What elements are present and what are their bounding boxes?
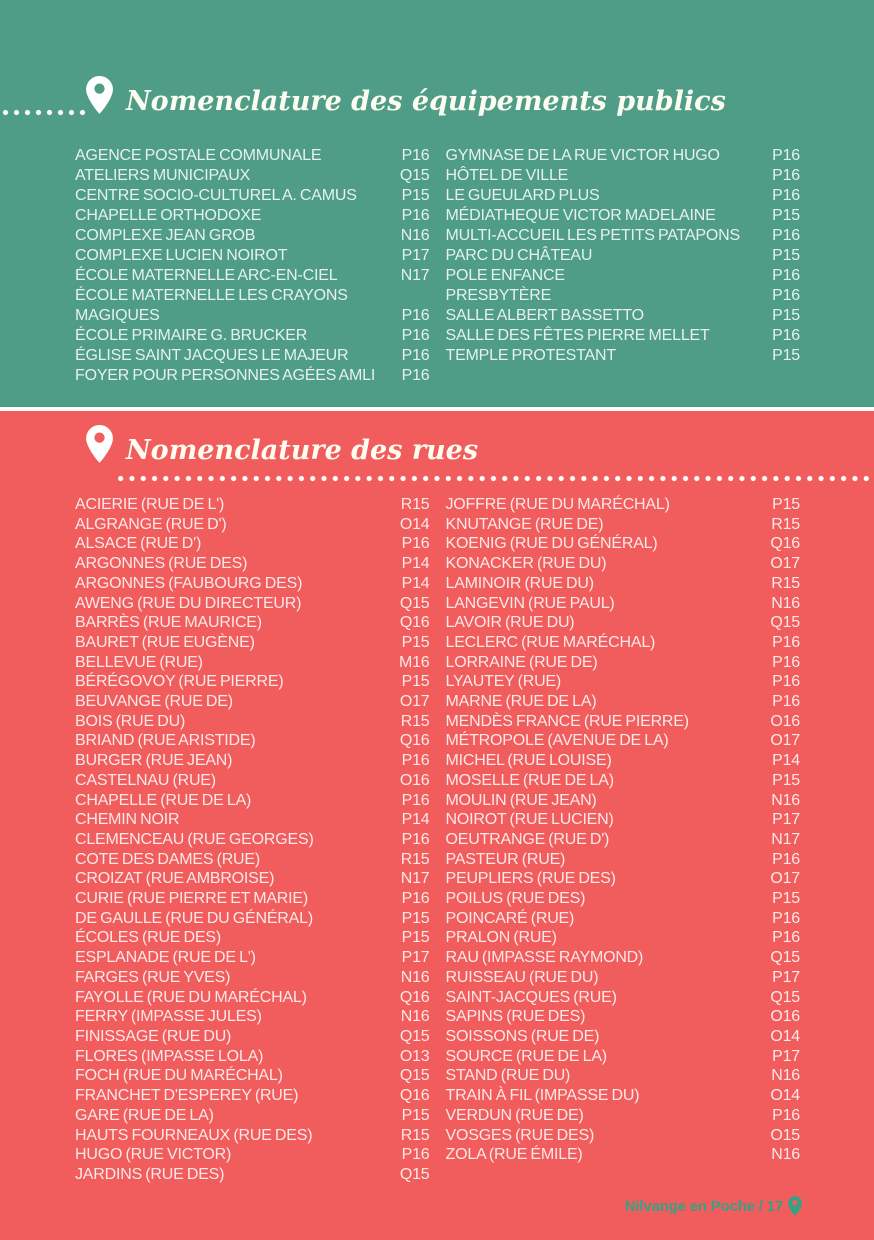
street-name: LAVOIR (RUE DU): [445, 614, 575, 632]
grid-reference: P15: [401, 909, 430, 927]
list-item: [75, 186, 430, 206]
street-name: CHEMIN NOIR: [75, 811, 180, 829]
list-item: [446, 166, 801, 186]
list-item: [75, 495, 430, 515]
street-name: TRAIN À FIL (IMPASSE DU): [445, 1087, 640, 1105]
street-name: CURIE (RUE PIERRE ET MARIE): [75, 890, 308, 908]
street-name: FERRY (IMPASSE JULES): [75, 1008, 262, 1026]
street-name: FLORES (IMPASSE LOLA): [75, 1047, 264, 1065]
list-item: [75, 692, 430, 712]
facility-name: HÔTEL DE VILLE: [445, 167, 569, 184]
street-name: ACIERIE (RUE DE L'): [75, 496, 225, 513]
grid-reference: P16: [772, 653, 800, 671]
list-item: [75, 613, 430, 633]
list-item: [75, 594, 430, 614]
grid-reference: O17: [770, 732, 800, 750]
street-name: MARNE (RUE DE LA): [445, 693, 597, 711]
street-name: RUISSEAU (RUE DU): [445, 968, 599, 986]
list-item: [75, 869, 430, 889]
facility-name: LE GUEULARD PLUS: [445, 187, 600, 204]
facility-name: PRESBYTÈRE: [445, 287, 552, 304]
list-item: [75, 909, 430, 929]
list-item: [446, 771, 801, 791]
list-item: [75, 810, 430, 830]
street-name: COTE DES DAMES (RUE): [75, 850, 261, 868]
list-item: [446, 731, 801, 751]
list-item: [446, 948, 801, 968]
grid-reference: N16: [771, 594, 800, 612]
grid-reference: P17: [401, 949, 430, 967]
street-name: OEUTRANGE (RUE D'): [445, 830, 610, 848]
list-item: [75, 206, 430, 226]
list-item: [446, 869, 801, 889]
street-name: ALSACE (RUE D'): [75, 535, 202, 553]
grid-reference: P14: [401, 574, 430, 592]
section-equipements-publics: [0, 0, 874, 407]
facility-name: AGENCE POSTALE COMMUNALE: [75, 147, 322, 164]
grid-reference: N16: [400, 1008, 430, 1026]
grid-reference: Q15: [399, 1027, 430, 1045]
list-item: [75, 1126, 430, 1146]
grid-reference: Q15: [399, 594, 430, 612]
list-item: [446, 889, 801, 909]
list-item: [446, 1066, 801, 1086]
list-item: [446, 613, 801, 633]
map-pin-icon: [86, 76, 113, 119]
list-item: [446, 1047, 801, 1067]
street-name: FOCH (RUE DU MARÉCHAL): [75, 1067, 283, 1085]
facility-name: COMPLEXE LUCIEN NOIROT: [75, 247, 288, 264]
list-item: [75, 534, 430, 554]
grid-reference: N17: [400, 267, 430, 284]
equipements-column-right: [446, 146, 801, 386]
list-item: [446, 226, 801, 246]
grid-reference: Q15: [770, 988, 800, 1006]
street-name: SAINT-JACQUES (RUE): [445, 988, 617, 1006]
street-name: PASTEUR (RUE): [445, 850, 566, 868]
grid-reference: P16: [772, 673, 800, 691]
grid-reference: N16: [771, 1067, 800, 1085]
grid-reference: P16: [401, 890, 430, 908]
street-name: CLEMENCEAU (RUE GEORGES): [75, 830, 314, 848]
street-name: SOISSONS (RUE DE): [445, 1027, 600, 1045]
list-item: [75, 226, 430, 246]
list-item: [446, 1086, 801, 1106]
list-item: [446, 594, 801, 614]
street-name: KNUTANGE (RUE DE): [445, 515, 604, 533]
street-name: LYAUTEY (RUE): [445, 673, 562, 691]
grid-reference: Q16: [399, 614, 430, 632]
grid-reference: P15: [401, 633, 430, 651]
grid-reference: N17: [771, 830, 800, 848]
street-name: ESPLANADE (RUE DE L'): [75, 949, 256, 967]
grid-reference: Q15: [399, 1165, 430, 1183]
facility-name: FOYER POUR PERSONNES AGÉES AMLI: [75, 367, 376, 384]
facility-name: PARC DU CHÂTEAU: [445, 247, 593, 264]
street-name: GARE (RUE DE LA): [75, 1106, 214, 1124]
grid-reference: P15: [772, 307, 800, 324]
list-item: [75, 850, 430, 870]
list-item: [446, 633, 801, 653]
street-name: KOENIG (RUE DU GÉNÉRAL): [445, 535, 658, 553]
list-item: [75, 246, 430, 266]
underline-dotted-line: [115, 475, 874, 482]
street-name: ALGRANGE (RUE D'): [75, 515, 227, 533]
grid-reference: Q15: [770, 614, 800, 632]
facility-name: CHAPELLE ORTHODOXE: [75, 207, 262, 224]
street-name: NOIROT (RUE LUCIEN): [445, 811, 614, 829]
street-name: LAMINOIR (RUE DU): [445, 574, 594, 592]
street-name: HAUTS FOURNEAUX (RUE DES): [75, 1126, 313, 1144]
grid-reference: R15: [400, 850, 430, 868]
list-item: [75, 574, 430, 594]
grid-reference: P16: [401, 367, 430, 384]
list-item: [446, 286, 801, 306]
list-item: [75, 751, 430, 771]
facility-name: TEMPLE PROTESTANT: [445, 347, 616, 364]
grid-reference: P16: [401, 347, 430, 364]
grid-reference: P16: [401, 207, 430, 224]
street-name: MOSELLE (RUE DE LA): [445, 771, 614, 789]
grid-reference: R15: [771, 515, 800, 533]
facility-name: ÉCOLE MATERNELLE LES CRAYONS MAGIQUES: [75, 287, 348, 324]
facility-name: MULTI-ACCUEIL LES PETITS PATAPONS: [445, 227, 740, 244]
grid-reference: N16: [400, 968, 430, 986]
grid-reference: O14: [399, 515, 430, 533]
facility-name: COMPLEXE JEAN GROB: [75, 227, 256, 244]
facility-name: SALLE DES FÊTES PIERRE MELLET: [445, 327, 710, 344]
street-name: POILUS (RUE DES): [445, 890, 586, 908]
grid-reference: P16: [772, 909, 800, 927]
grid-reference: P16: [772, 327, 800, 344]
grid-reference: P16: [772, 1106, 800, 1124]
list-item: [75, 672, 430, 692]
list-item: [75, 1027, 430, 1047]
grid-reference: P16: [401, 535, 430, 553]
grid-reference: O15: [770, 1126, 800, 1144]
street-name: CHAPELLE (RUE DE LA): [75, 791, 252, 809]
list-item: [446, 751, 801, 771]
list-item: [75, 554, 430, 574]
grid-reference: P16: [772, 287, 800, 304]
list-item: [75, 653, 430, 673]
street-name: PRALON (RUE): [445, 929, 557, 947]
grid-reference: P14: [401, 555, 430, 573]
list-item: [446, 515, 801, 535]
street-name: MÉTROPOLE (AVENUE DE LA): [445, 732, 669, 750]
grid-reference: O13: [399, 1047, 430, 1065]
street-name: MENDÈS FRANCE (RUE PIERRE): [445, 712, 689, 730]
grid-reference: Q16: [399, 988, 430, 1006]
list-item: [446, 791, 801, 811]
street-name: DE GAULLE (RUE DU GÉNÉRAL): [75, 909, 313, 927]
map-pin-icon: [86, 425, 113, 468]
grid-reference: P16: [772, 633, 800, 651]
list-item: [446, 1145, 801, 1165]
list-item: [75, 1007, 430, 1027]
facility-name: POLE ENFANCE: [445, 267, 565, 284]
street-name: POINCARÉ (RUE): [445, 909, 575, 927]
list-item: [446, 554, 801, 574]
list-item: [446, 909, 801, 929]
rues-list: [0, 495, 874, 1185]
grid-reference: P16: [772, 267, 800, 284]
grid-reference: O14: [770, 1087, 800, 1105]
list-item: [75, 515, 430, 535]
grid-reference: P15: [772, 496, 800, 513]
street-name: ZOLA (RUE ÉMILE): [445, 1146, 583, 1164]
facility-name: SALLE ALBERT BASSETTO: [445, 307, 644, 324]
street-name: BRIAND (RUE ARISTIDE): [75, 732, 256, 750]
grid-reference: N16: [771, 791, 800, 809]
grid-reference: Q15: [770, 949, 800, 967]
street-name: LANGEVIN (RUE PAUL): [445, 594, 615, 612]
rues-header: [86, 425, 874, 468]
street-name: STAND (RUE DU): [445, 1067, 571, 1085]
grid-reference: O16: [770, 712, 800, 730]
street-name: HUGO (RUE VICTOR): [75, 1146, 232, 1164]
street-name: VOSGES (RUE DES): [445, 1126, 595, 1144]
facility-name: ÉGLISE SAINT JACQUES LE MAJEUR: [75, 347, 349, 364]
list-item: [446, 850, 801, 870]
list-item: [75, 968, 430, 988]
grid-reference: P17: [772, 968, 800, 986]
street-name: BEUVANGE (RUE DE): [75, 693, 233, 711]
street-name: MICHEL (RUE LOUISE): [445, 752, 612, 770]
grid-reference: P16: [401, 791, 430, 809]
list-item: [446, 653, 801, 673]
list-item: [446, 988, 801, 1008]
grid-reference: P16: [401, 1146, 430, 1164]
street-name: FRANCHET D'ESPEREY (RUE): [75, 1087, 299, 1105]
street-name: BAURET (RUE EUGÈNE): [75, 633, 255, 651]
list-item: [75, 1165, 430, 1185]
street-name: FINISSAGE (RUE DU): [75, 1027, 232, 1045]
grid-reference: P16: [401, 327, 430, 344]
equipements-title: Nomenclature des équipements publics: [126, 86, 726, 118]
grid-reference: O17: [770, 555, 800, 573]
list-item: [75, 1066, 430, 1086]
facility-name: CENTRE SOCIO-CULTUREL A. CAMUS: [75, 187, 357, 204]
street-name: ARGONNES (FAUBOURG DES): [75, 574, 303, 592]
list-item: [446, 692, 801, 712]
grid-reference: P16: [772, 227, 800, 244]
list-item: [446, 574, 801, 594]
list-item: [446, 968, 801, 988]
grid-reference: Q16: [770, 535, 800, 553]
grid-reference: R15: [400, 496, 430, 513]
grid-reference: Q16: [399, 1087, 430, 1105]
grid-reference: P15: [772, 247, 800, 264]
list-item: [75, 266, 430, 286]
grid-reference: P16: [772, 147, 800, 164]
list-item: [446, 186, 801, 206]
list-item: [446, 1126, 801, 1146]
street-name: ARGONNES (RUE DES): [75, 555, 248, 573]
grid-reference: P16: [401, 147, 430, 164]
grid-reference: O16: [770, 1008, 800, 1026]
grid-reference: P15: [772, 890, 800, 908]
grid-reference: P15: [401, 929, 430, 947]
list-item: [75, 286, 430, 326]
grid-reference: N16: [771, 1146, 800, 1164]
map-pin-icon: [788, 1196, 802, 1216]
facility-name: GYMNASE DE LA RUE VICTOR HUGO: [445, 147, 720, 164]
list-item: [446, 326, 801, 346]
footer-text: Nilvange en Poche / 17: [624, 1197, 783, 1215]
street-name: JOFFRE (RUE DU MARÉCHAL): [445, 496, 670, 513]
grid-reference: O17: [770, 870, 800, 888]
grid-reference: O14: [770, 1027, 800, 1045]
grid-reference: P15: [401, 1106, 430, 1124]
list-item: [446, 246, 801, 266]
street-name: SAPINS (RUE DES): [445, 1008, 586, 1026]
list-item: [75, 988, 430, 1008]
list-item: [75, 948, 430, 968]
facility-name: ATELIERS MUNICIPAUX: [75, 167, 251, 184]
rues-column-right: [446, 495, 801, 1185]
list-item: [446, 146, 801, 166]
list-item: [446, 928, 801, 948]
grid-reference: P17: [772, 1047, 800, 1065]
list-item: [75, 771, 430, 791]
grid-reference: P16: [401, 307, 430, 324]
grid-reference: P16: [401, 752, 430, 770]
grid-reference: M16: [398, 653, 430, 671]
street-name: LORRAINE (RUE DE): [445, 653, 598, 671]
list-item: [75, 1106, 430, 1126]
street-name: BURGER (RUE JEAN): [75, 752, 233, 770]
equipements-column-left: [75, 146, 430, 386]
list-item: [75, 146, 430, 166]
grid-reference: P17: [772, 811, 800, 829]
list-item: [75, 1086, 430, 1106]
list-item: [446, 206, 801, 226]
street-name: LECLERC (RUE MARÉCHAL): [445, 633, 656, 651]
grid-reference: P16: [772, 167, 800, 184]
list-item: [75, 830, 430, 850]
rues-column-left: [75, 495, 430, 1185]
grid-reference: Q15: [399, 167, 430, 184]
street-name: FARGES (RUE YVES): [75, 968, 231, 986]
grid-reference: R15: [771, 574, 800, 592]
grid-reference: R15: [400, 712, 430, 730]
list-item: [446, 346, 801, 366]
grid-reference: R15: [400, 1126, 430, 1144]
street-name: BÉRÉGOVOY (RUE PIERRE): [75, 673, 284, 691]
grid-reference: P14: [772, 752, 800, 770]
list-item: [75, 1145, 430, 1165]
grid-reference: N17: [400, 870, 430, 888]
list-item: [75, 1047, 430, 1067]
list-item: [446, 672, 801, 692]
facility-name: ÉCOLE MATERNELLE ARC-EN-CIEL: [75, 267, 338, 284]
list-item: [75, 633, 430, 653]
equipements-list: [0, 146, 874, 386]
section-rues: [0, 411, 874, 1240]
list-item: [75, 889, 430, 909]
list-item: [75, 928, 430, 948]
street-name: RAU (IMPASSE RAYMOND): [445, 949, 644, 967]
grid-reference: P15: [401, 673, 430, 691]
grid-reference: N16: [400, 227, 430, 244]
list-item: [446, 712, 801, 732]
street-name: FAYOLLE (RUE DU MARÉCHAL): [75, 988, 307, 1006]
street-name: KONACKER (RUE DU): [445, 555, 607, 573]
street-name: BELLEVUE (RUE): [75, 653, 203, 671]
grid-reference: O16: [399, 771, 430, 789]
list-item: [75, 326, 430, 346]
grid-reference: P16: [772, 929, 800, 947]
list-item: [75, 731, 430, 751]
street-name: BOIS (RUE DU): [75, 712, 186, 730]
street-name: VERDUN (RUE DE): [445, 1106, 584, 1124]
list-item: [446, 534, 801, 554]
list-item: [75, 791, 430, 811]
grid-reference: P15: [772, 207, 800, 224]
street-name: MOULIN (RUE JEAN): [445, 791, 597, 809]
list-item: [446, 266, 801, 286]
facility-name: ÉCOLE PRIMAIRE G. BRUCKER: [75, 327, 308, 344]
street-name: JARDINS (RUE DES): [75, 1165, 225, 1183]
grid-reference: P16: [772, 187, 800, 204]
page-footer: [625, 1196, 802, 1216]
grid-reference: P16: [401, 830, 430, 848]
list-item: [446, 810, 801, 830]
street-name: AWENG (RUE DU DIRECTEUR): [75, 594, 302, 612]
grid-reference: P16: [772, 850, 800, 868]
grid-reference: Q16: [399, 732, 430, 750]
list-item: [75, 712, 430, 732]
list-item: [75, 166, 430, 186]
street-name: BARRÈS (RUE MAURICE): [75, 614, 262, 632]
street-name: ÉCOLES (RUE DES): [75, 929, 221, 947]
grid-reference: P17: [401, 247, 430, 264]
grid-reference: P15: [772, 771, 800, 789]
list-item: [446, 1007, 801, 1027]
grid-reference: O17: [399, 693, 430, 711]
list-item: [446, 306, 801, 326]
facility-name: MÉDIATHEQUE VICTOR MADELAINE: [445, 207, 716, 224]
list-item: [446, 830, 801, 850]
street-name: CASTELNAU (RUE): [75, 771, 216, 789]
list-item: [75, 366, 430, 386]
equipements-header: [0, 76, 874, 119]
grid-reference: P15: [401, 187, 430, 204]
grid-reference: P15: [772, 347, 800, 364]
grid-reference: P16: [772, 693, 800, 711]
list-item: [446, 1106, 801, 1126]
grid-reference: Q15: [399, 1067, 430, 1085]
street-name: SOURCE (RUE DE LA): [445, 1047, 607, 1065]
rues-title: Nomenclature des rues: [126, 435, 479, 467]
list-item: [446, 1027, 801, 1047]
list-item: [446, 495, 801, 515]
grid-reference: P14: [401, 811, 430, 829]
list-item: [75, 346, 430, 366]
leading-dotted-line: [0, 109, 86, 116]
street-name: PEUPLIERS (RUE DES): [445, 870, 616, 888]
street-name: CROIZAT (RUE AMBROISE): [75, 870, 275, 888]
